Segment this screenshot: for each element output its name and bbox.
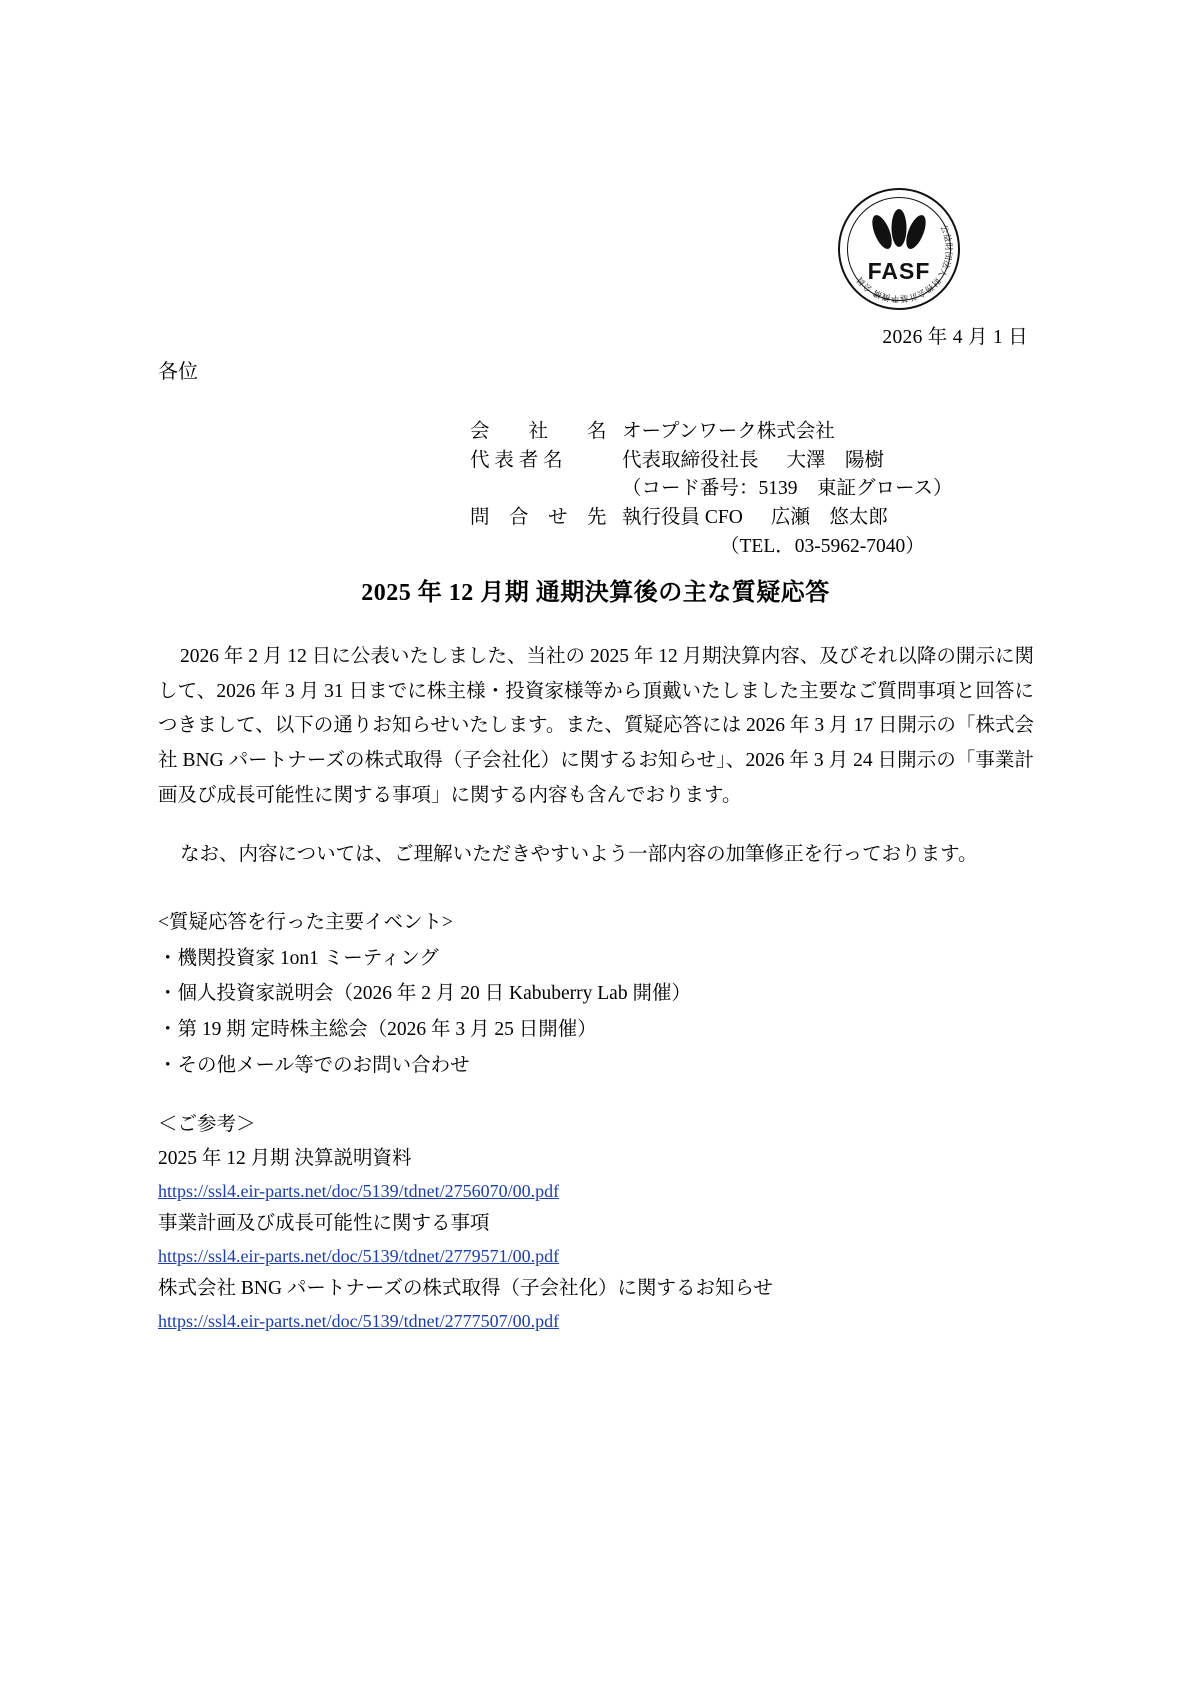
reference-link[interactable]: https://ssl4.eir-parts.net/doc/5139/tdnet/2756070/00.pdf xyxy=(158,1180,560,1201)
reference-label: 2025 年 12 月期 決算説明資料 xyxy=(158,1147,412,1169)
securities-code-row: （コード番号：5139 東証グロース） xyxy=(622,478,953,500)
company-name-value: オープンワーク株式会社 xyxy=(622,421,835,442)
company-name-label: 会 社 名 xyxy=(470,421,607,442)
events-heading: <質疑応答を行った主要イベント> xyxy=(158,912,453,933)
event-item: ・個人投資家説明会（2026 年 2 月 20 日 Kabuberry Lab 開催） xyxy=(158,983,691,1005)
fasf-seal-icon xyxy=(838,188,964,314)
contact-row xyxy=(470,504,953,533)
representative-name: 大澤 陽樹 xyxy=(786,449,885,471)
reference-heading: ＜ご参考＞ xyxy=(158,1114,256,1135)
reference-link[interactable]: https://ssl4.eir-parts.net/doc/5139/tdnet/2777507/00.pdf xyxy=(158,1311,560,1332)
representative-row xyxy=(470,447,953,476)
svg-text:公益財団法人 財務会計基準機構 会員: 公益財団法人 財務会計基準機構 会員 xyxy=(855,223,954,304)
events-section xyxy=(158,905,1034,1083)
contact-name: 広瀬 悠太郎 xyxy=(770,506,888,528)
intro-paragraph-text: 2026 年 2 月 12 日に公表いたしました、当社の 2025 年 12 月期決算内容、及びそれ以降の開示に関して、2026 年 3 月 31 日までに株主様・投資家様等から頂戴いたしました主要なご質問事項と回答につきまして、以下の通りお知らせいたします。また、質疑応答には 2026 年 3 月 17 日開示の「株式会社 BNG パートナーズの株式取得（子会社化）に関するお知らせ」、2026 年 3 月 24 日開示の「事業計画及び成長可能性に関する事項」に関する内容も含んでおります。 xyxy=(158,646,1034,806)
reference-section xyxy=(158,1108,1034,1338)
reference-link[interactable]: https://ssl4.eir-parts.net/doc/5139/tdnet/2779571/00.pdf xyxy=(158,1246,560,1267)
contact-title: 執行役員 CFO xyxy=(622,506,743,528)
note-paragraph-text: なお、内容については、ご理解いただきやすいよう一部内容の加筆修正を行っております。 xyxy=(180,844,978,865)
page-title: 2025 年 12 月期 通期決算後の主な質疑応答 xyxy=(361,580,830,606)
company-name-row xyxy=(470,418,953,447)
intro-paragraph xyxy=(158,640,1034,814)
reference-label: 事業計画及び成長可能性に関する事項 xyxy=(158,1213,490,1235)
note-paragraph xyxy=(158,838,1034,873)
seal-graphic xyxy=(838,188,960,310)
seal-label: FASF xyxy=(867,258,931,284)
addressee: 各位 xyxy=(158,361,198,383)
representative-label: 代 表 者 名 xyxy=(470,449,563,471)
contact-tel-row: （TEL．03-5962-7040） xyxy=(720,535,925,557)
company-info-block xyxy=(470,418,953,561)
contact-label: 問 合 せ 先 xyxy=(470,506,607,528)
event-item: ・第 19 期 定時株主総会（2026 年 3 月 25 日開催） xyxy=(158,1019,597,1041)
event-item: ・機関投資家 1on1 ミーティング xyxy=(158,947,439,969)
document-date: 2026 年 4 月 1 日 xyxy=(882,327,1028,348)
event-item: ・その他メール等でのお問い合わせ xyxy=(158,1054,470,1076)
reference-label: 株式会社 BNG パートナーズの株式取得（子会社化）に関するお知らせ xyxy=(158,1278,773,1300)
representative-title: 代表取締役社長 xyxy=(622,449,759,471)
